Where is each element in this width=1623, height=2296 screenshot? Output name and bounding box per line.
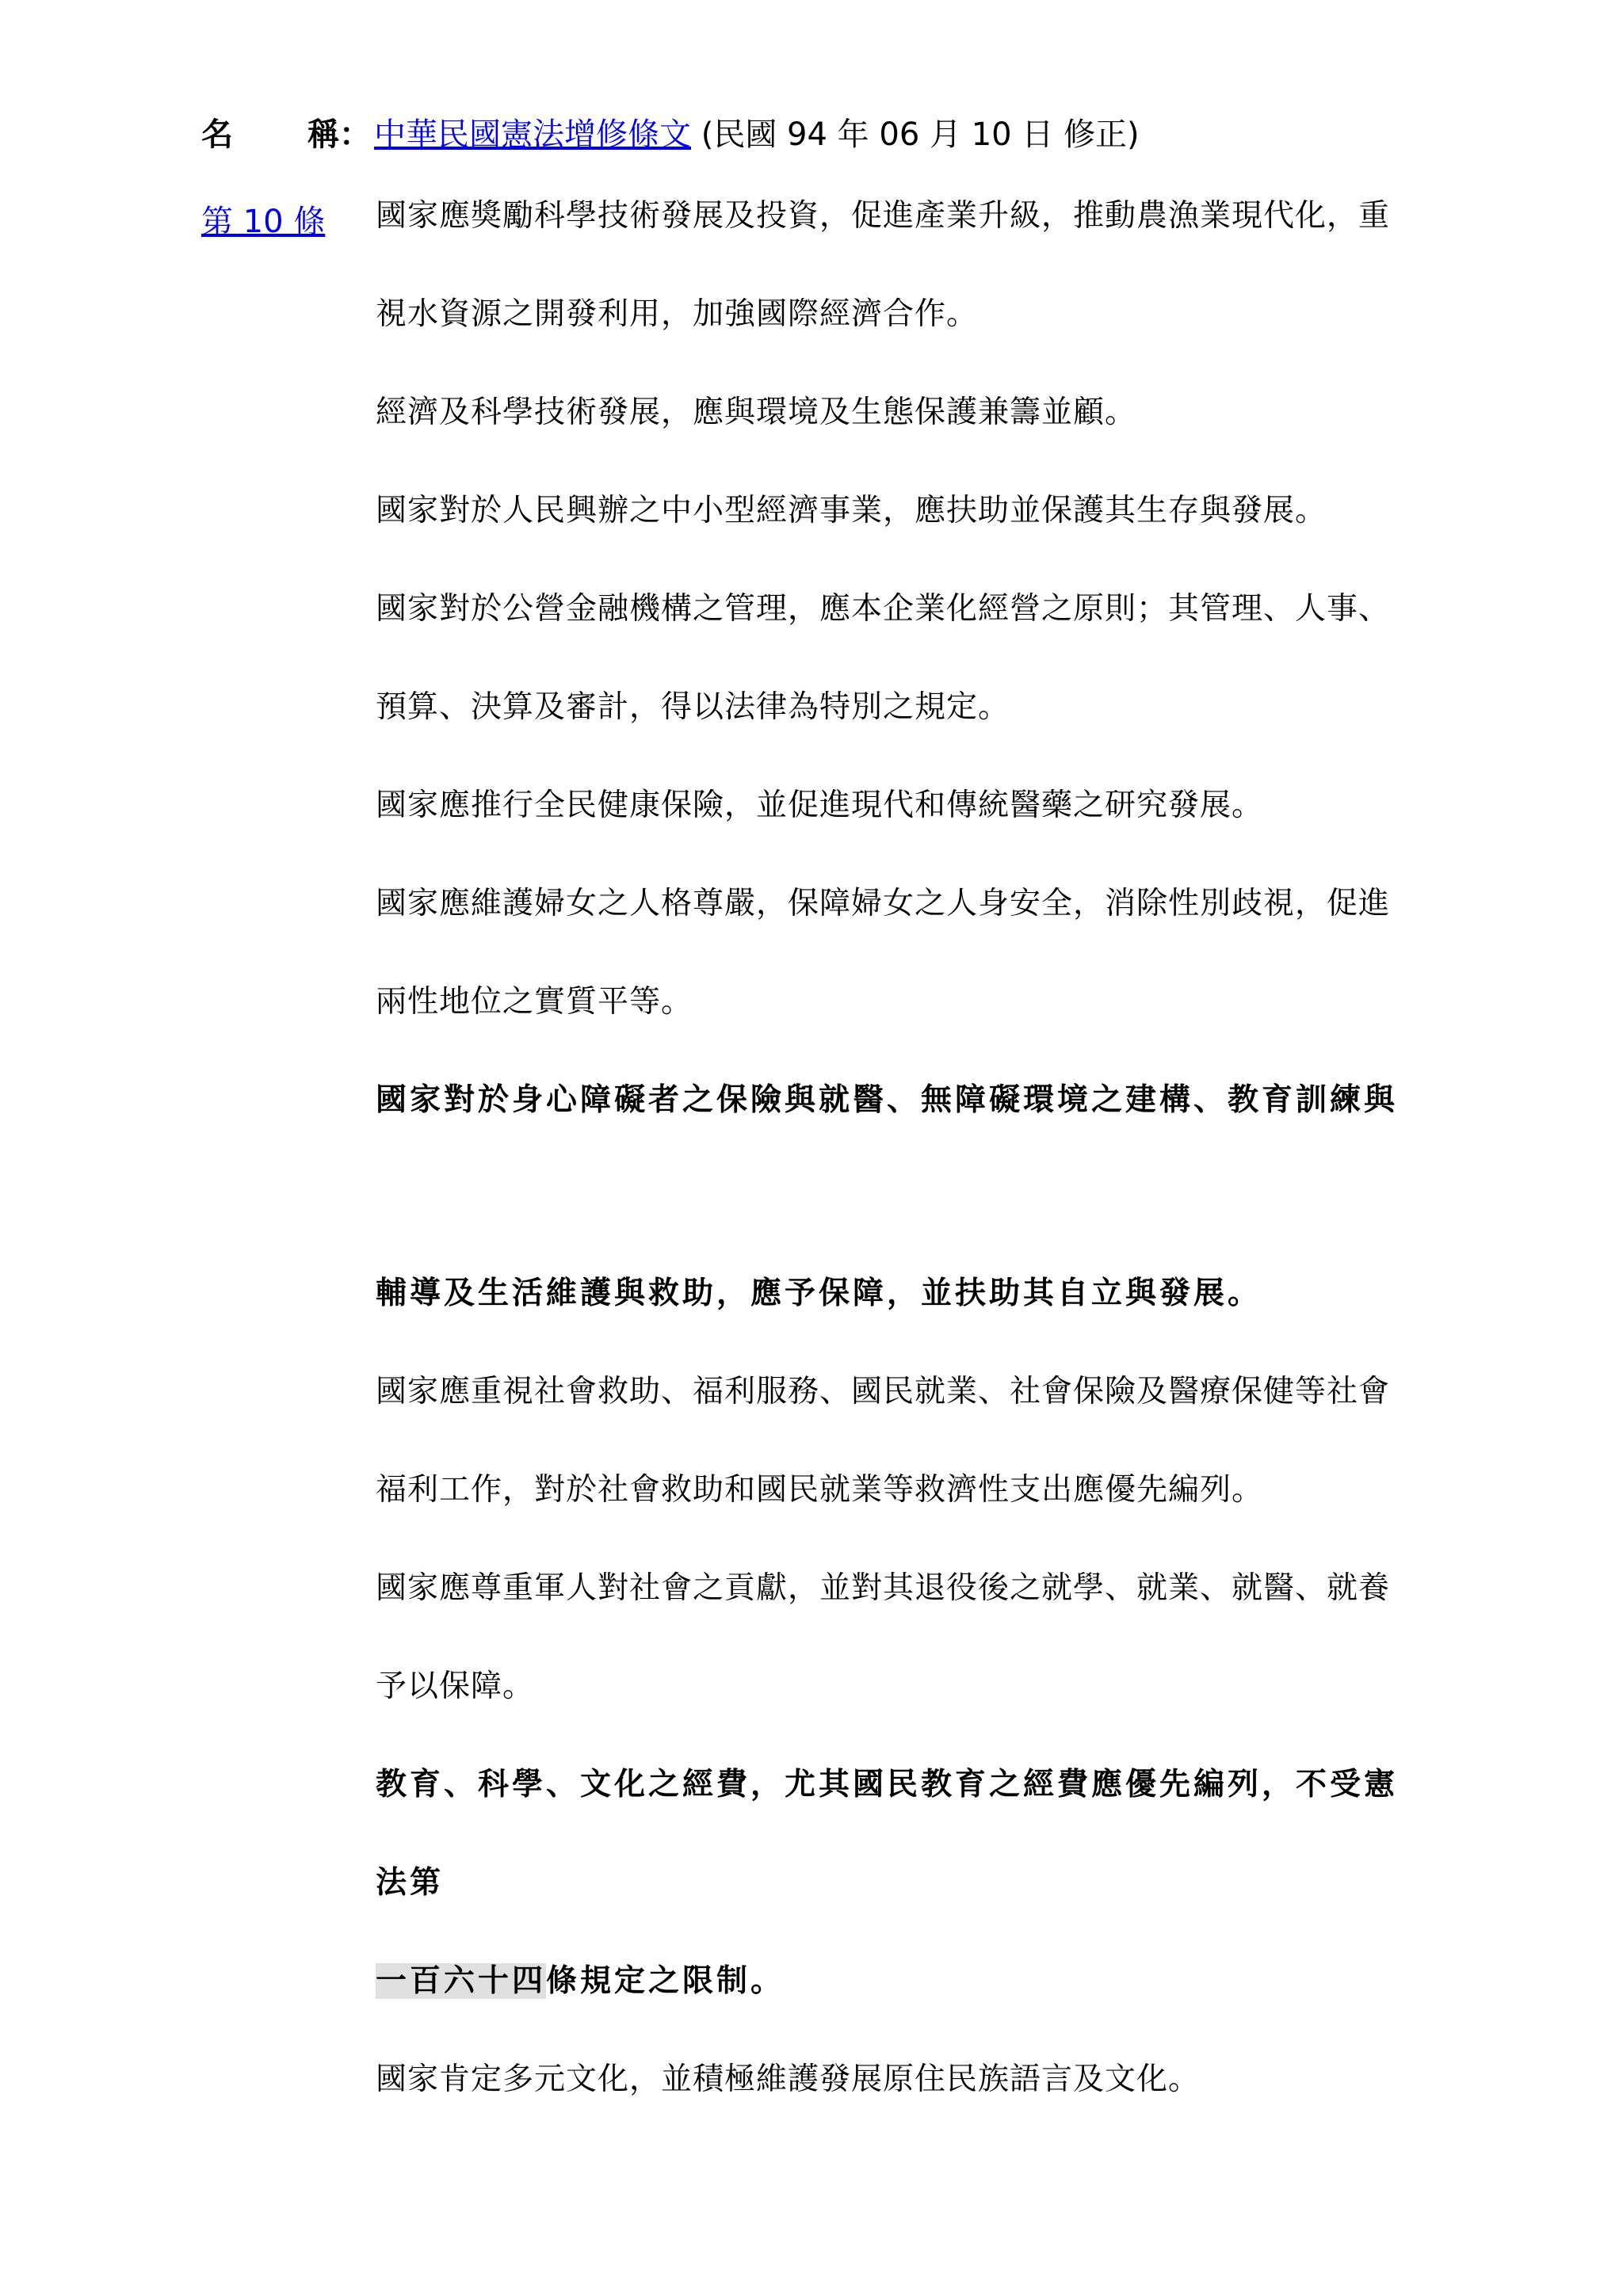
paragraph-line: 國家應維護婦女之人格尊嚴，保障婦女之人身安全，消除性別歧視，促進 — [376, 886, 1391, 921]
paragraph-line-bold: 教育、科學、文化之經費，尤其國民教育之經費應優先編列，不受憲 — [376, 1767, 1399, 1802]
paragraph-line: 國家應重視社會救助、福利服務、國民就業、社會保險及醫療保健等社會 — [376, 1374, 1391, 1409]
article-number-link[interactable]: 第 10 條 — [201, 204, 326, 240]
highlighted-text: 一百六十四 — [376, 1963, 547, 1999]
law-title-line — [374, 113, 1140, 157]
paragraph-line: 經濟及科學技術發展，應與環境及生態保護兼籌並顧。 — [376, 395, 1137, 430]
paragraph-line: 國家肯定多元文化，並積極維護發展原住民族語言及文化。 — [376, 2061, 1201, 2097]
paragraph-line: 國家對於人民興辦之中小型經濟事業，應扶助並保護其生存與發展。 — [376, 493, 1327, 528]
paragraph-line-bold: 法第 — [376, 1865, 445, 1901]
paragraph-line-bold: 國家對於身心障礙者之保險與就醫、無障礙環境之建構、教育訓練與 — [376, 1082, 1399, 1118]
law-header: 名 稱： — [201, 113, 307, 157]
paragraph-line: 福利工作，對於社會救助和國民就業等救濟性支出應優先編列。 — [376, 1472, 1264, 1508]
paragraph-line: 國家應推行全民健康保險，並促進現代和傳統醫藥之研究發展。 — [376, 788, 1264, 823]
paragraph-line-bold: 輔導及生活維護與救助，應予保障，並扶助其自立與發展。 — [376, 1276, 1262, 1311]
paragraph-line: 兩性地位之實質平等。 — [376, 984, 693, 1020]
paragraph-line: 國家應尊重軍人對社會之貢獻，並對其退役後之就學、就業、就醫、就養 — [376, 1570, 1391, 1606]
paragraph-line: 國家對於公營金融機構之管理，應本企業化經營之原則；其管理、人事、 — [376, 591, 1391, 627]
paragraph-line: 視水資源之開發利用，加強國際經濟合作。 — [376, 296, 979, 332]
text-span: 條規定之限制。 — [546, 1963, 785, 1999]
paragraph-line: 國家應獎勵科學技術發展及投資，促進產業升級，推動農漁業現代化，重 — [376, 198, 1391, 234]
name-label-part1: 名 — [201, 116, 233, 153]
law-title-link[interactable]: 中華民國憲法增修條文 — [374, 116, 691, 153]
paragraph-line: 預算、決算及審計，得以法律為特別之規定。 — [376, 689, 1010, 725]
amendment-note: (民國 94 年 06 月 10 日 修正) — [701, 116, 1140, 153]
paragraph-line: 予以保障。 — [376, 1669, 535, 1704]
paragraph-line-bold — [376, 1932, 1430, 2031]
